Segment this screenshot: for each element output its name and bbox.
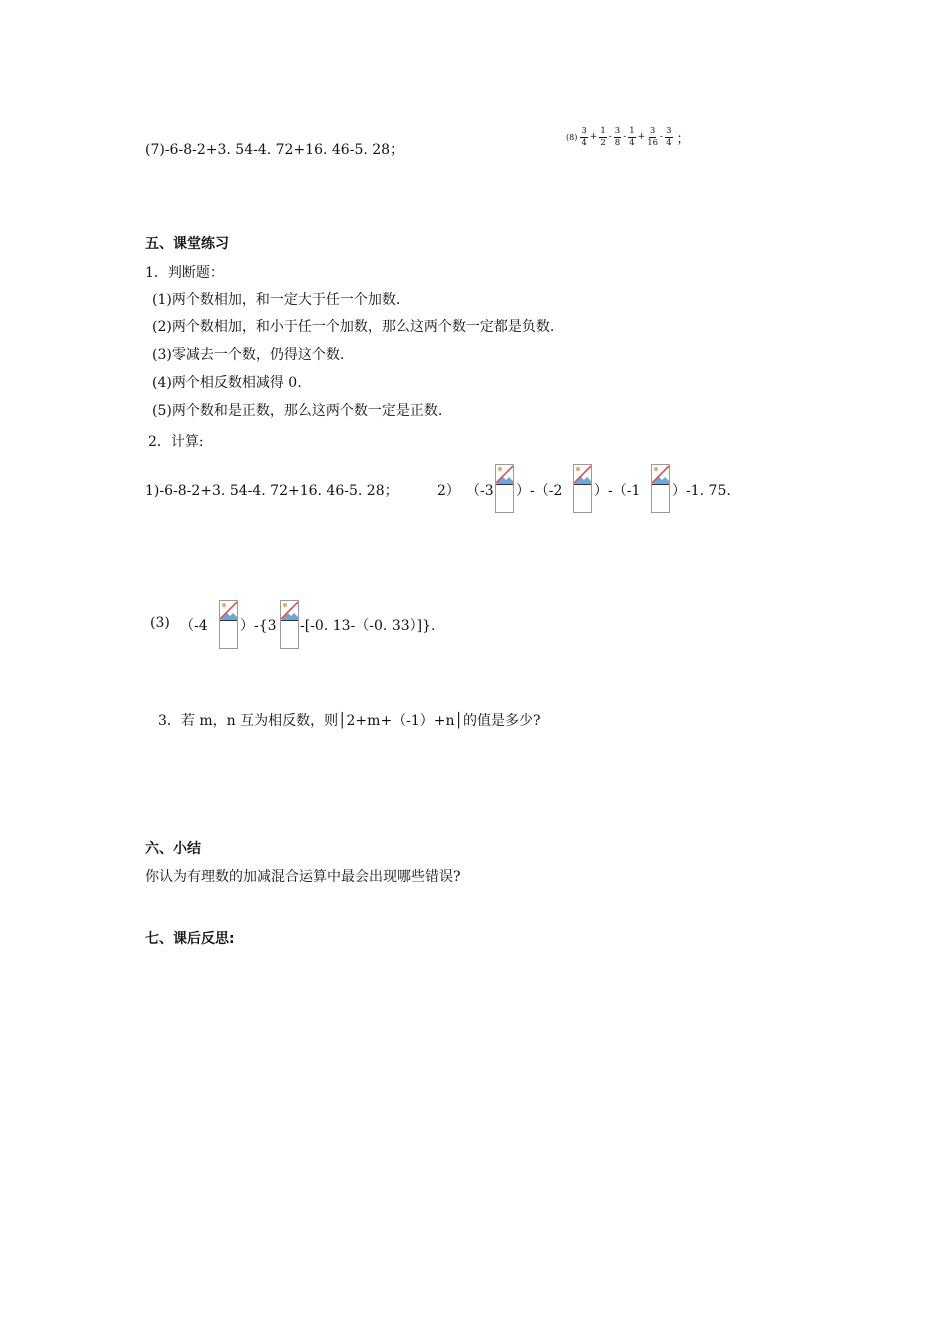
judge-item: (1)两个数相加，和一定大于任一个加数.: [152, 292, 401, 308]
section6-title: 六、小结: [145, 841, 201, 857]
section5-title: 五、课堂练习: [145, 236, 229, 252]
calc-3-label: (3): [150, 615, 170, 631]
section7-title: 七、课后反思:: [145, 931, 235, 947]
q8-expression: [566, 127, 690, 147]
q2-title: 2．计算:: [148, 434, 204, 450]
calc-3-text: -[-0. 13-（-0. 33）]}.: [300, 618, 436, 634]
calc-3-text: （-4: [180, 618, 208, 634]
q7-expression: (7)-6-8-2+3. 54-4. 72+16. 46-5. 28；: [145, 142, 405, 158]
q8-prefix: (8): [566, 132, 578, 142]
q8-operator: +: [589, 132, 598, 142]
q8-fraction: $\frac{3}{4}$: [666, 126, 672, 148]
judge-item: (4)两个相反数相减得 0.: [152, 375, 302, 391]
broken-image-icon: [573, 464, 592, 513]
section6-text: 你认为有理数的加减混合运算中最会出现哪些错误?: [145, 869, 461, 885]
q8-end: ；: [676, 131, 690, 147]
calc-3-text: ）-{3: [240, 618, 277, 634]
q8-operator: -: [660, 132, 664, 142]
calc-2-text: ）-（-1: [594, 483, 641, 499]
broken-image-icon: [219, 600, 238, 649]
q8-fraction: $\frac{3}{8}$: [614, 126, 621, 148]
q8-fraction: $\frac{3}{4}$: [581, 126, 587, 148]
q8-fraction: $\frac{1}{4}$: [629, 126, 635, 148]
judge-item: (3)零减去一个数，仍得这个数.: [152, 347, 345, 363]
calc-1: 1)-6-8-2+3. 54-4. 72+16. 46-5. 28；: [145, 483, 399, 499]
broken-image-icon: [495, 464, 514, 513]
judge-item: (2)两个数相加，和小于任一个加数，那么这两个数一定都是负数.: [152, 319, 555, 335]
calc-2-text: ）-1. 75.: [672, 483, 731, 499]
q8-fraction: $\frac{3}{16}$: [647, 126, 659, 148]
calc-2-text: ）-（-2: [516, 483, 563, 499]
q8-operator: +: [637, 132, 646, 142]
q3-text: 3．若 m，n 互为相反数，则│2+m+（-1）+n│的值是多少?: [158, 713, 541, 729]
broken-image-icon: [280, 600, 299, 649]
calc-2-text: （-3: [466, 483, 494, 499]
q8-operator: -: [608, 132, 612, 142]
q8-fraction: $\frac{1}{2}$: [600, 126, 606, 148]
broken-image-icon: [651, 464, 670, 513]
judge-item: (5)两个数和是正数，那么这两个数一定是正数.: [152, 403, 443, 419]
q1-title: 1．判断题：: [145, 265, 224, 281]
calc-2-label: 2）: [437, 483, 460, 499]
q8-operator: -: [623, 132, 627, 142]
